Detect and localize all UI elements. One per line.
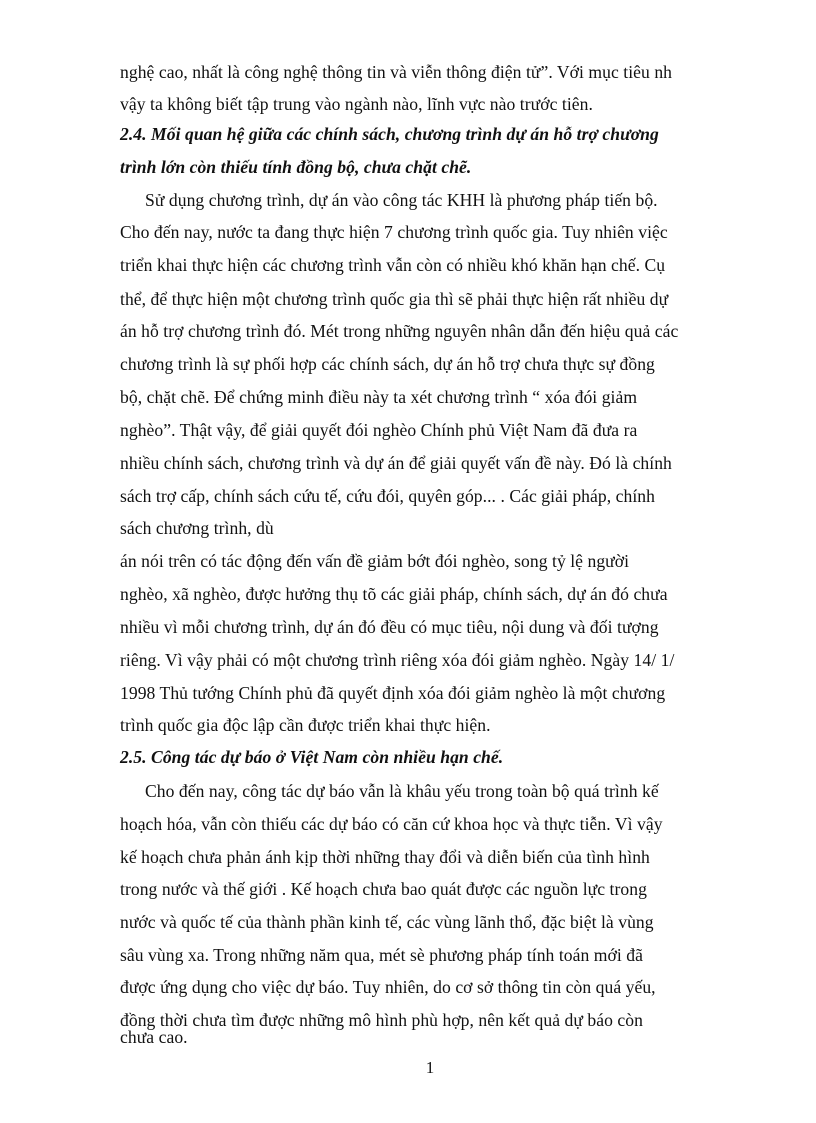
body-line: đồng thời chưa tìm được những mô hình phù hợp, nên kết quả dự báo còn — [120, 1010, 643, 1030]
body-line: vậy ta không biết tập trung vào ngành nào, lĩnh vực nào trước tiên. — [120, 94, 593, 114]
body-line: sâu vùng xa. Trong những năm qua, mét sè phương pháp tính toán mới đã — [120, 945, 643, 965]
body-line: nghèo, xã nghèo, được hưởng thụ tõ các giải pháp, chính sách, dự án đó chưa — [120, 584, 668, 604]
body-line: hoạch hóa, vẫn còn thiếu các dự báo có căn cứ khoa học và thực tiễn. Vì vậy — [120, 814, 663, 834]
body-line: nghệ cao, nhất là công nghệ thông tin và viễn thông điện tử”. Với mục tiêu nh — [120, 62, 673, 82]
body-line: chương trình là sự phối hợp các chính sách, dự án hỗ trợ chưa thực sự đồng — [120, 354, 655, 374]
body-line: Cho đến nay, nước ta đang thực hiện 7 chương trình quốc gia. Tuy nhiên việc — [120, 222, 668, 242]
body-line: được ứng dụng cho việc dự báo. Tuy nhiên, do cơ sở thông tin còn quá yếu, — [120, 977, 656, 997]
body-line: Cho đến nay, công tác dự báo vẫn là khâu yếu trong toàn bộ quá trình kế — [145, 781, 659, 801]
body-line: bộ, chặt chẽ. Để chứng minh điều này ta xét chương trình “ xóa đói giảm — [120, 387, 638, 407]
body-line: án hỗ trợ chương trình đó. Mét trong những nguyên nhân dẫn đến hiệu quả các — [120, 321, 679, 341]
body-line: trong nước và thế giới . Kế hoạch chưa bao quát được các nguồn lực trong — [120, 879, 647, 899]
body-line: thể, để thực hiện một chương trình quốc gia thì sẽ phải thực hiện rất nhiều dự — [120, 289, 669, 309]
body-line: sách chương trình, dù — [120, 518, 274, 538]
body-line: riêng. Vì vậy phải có một chương trình riêng xóa đói giảm nghèo. Ngày 14/ 1/ — [120, 650, 675, 670]
page-number: 1 — [425, 1058, 435, 1077]
body-line: nhiều chính sách, chương trình và dự án để giải quyết vấn đề này. Đó là chính — [120, 453, 672, 473]
body-line: trình quốc gia độc lập cần được triển khai thực hiện. — [120, 715, 491, 735]
body-line: kế hoạch chưa phản ánh kịp thời những thay đổi và diễn biến của tình hình — [120, 847, 650, 867]
section-heading: trình lớn còn thiếu tính đồng bộ, chưa chặt chẽ. — [120, 157, 472, 177]
body-line: án nói trên có tác động đến vấn đề giảm bớt đói nghèo, song tỷ lệ người — [120, 551, 630, 571]
body-line: 1998 Thủ tướng Chính phủ đã quyết định xóa đói giảm nghèo là một chương — [120, 683, 666, 703]
body-line: nước và quốc tế của thành phần kinh tế, các vùng lãnh thổ, đặc biệt là vùng — [120, 912, 654, 932]
body-line: triển khai thực hiện các chương trình vẫn còn có nhiều khó khăn hạn chế. Cụ — [120, 255, 666, 275]
body-line: sách trợ cấp, chính sách cứu tế, cứu đói, quyên góp... . Các giải pháp, chính — [120, 486, 655, 506]
body-line: nghèo”. Thật vậy, để giải quyết đói nghèo Chính phủ Việt Nam đã đưa ra — [120, 420, 638, 440]
section-heading: 2.5. Công tác dự báo ở Việt Nam còn nhiều hạn chế. — [120, 747, 504, 767]
body-line: chưa cao. — [120, 1027, 188, 1047]
body-line: nhiều vì mỗi chương trình, dự án đó đều có mục tiêu, nội dung và đối tượng — [120, 617, 659, 637]
section-heading: 2.4. Mối quan hệ giữa các chính sách, chương trình dự án hỗ trợ chương — [120, 124, 659, 144]
body-line: Sử dụng chương trình, dự án vào công tác KHH là phương pháp tiến bộ. — [145, 190, 658, 210]
